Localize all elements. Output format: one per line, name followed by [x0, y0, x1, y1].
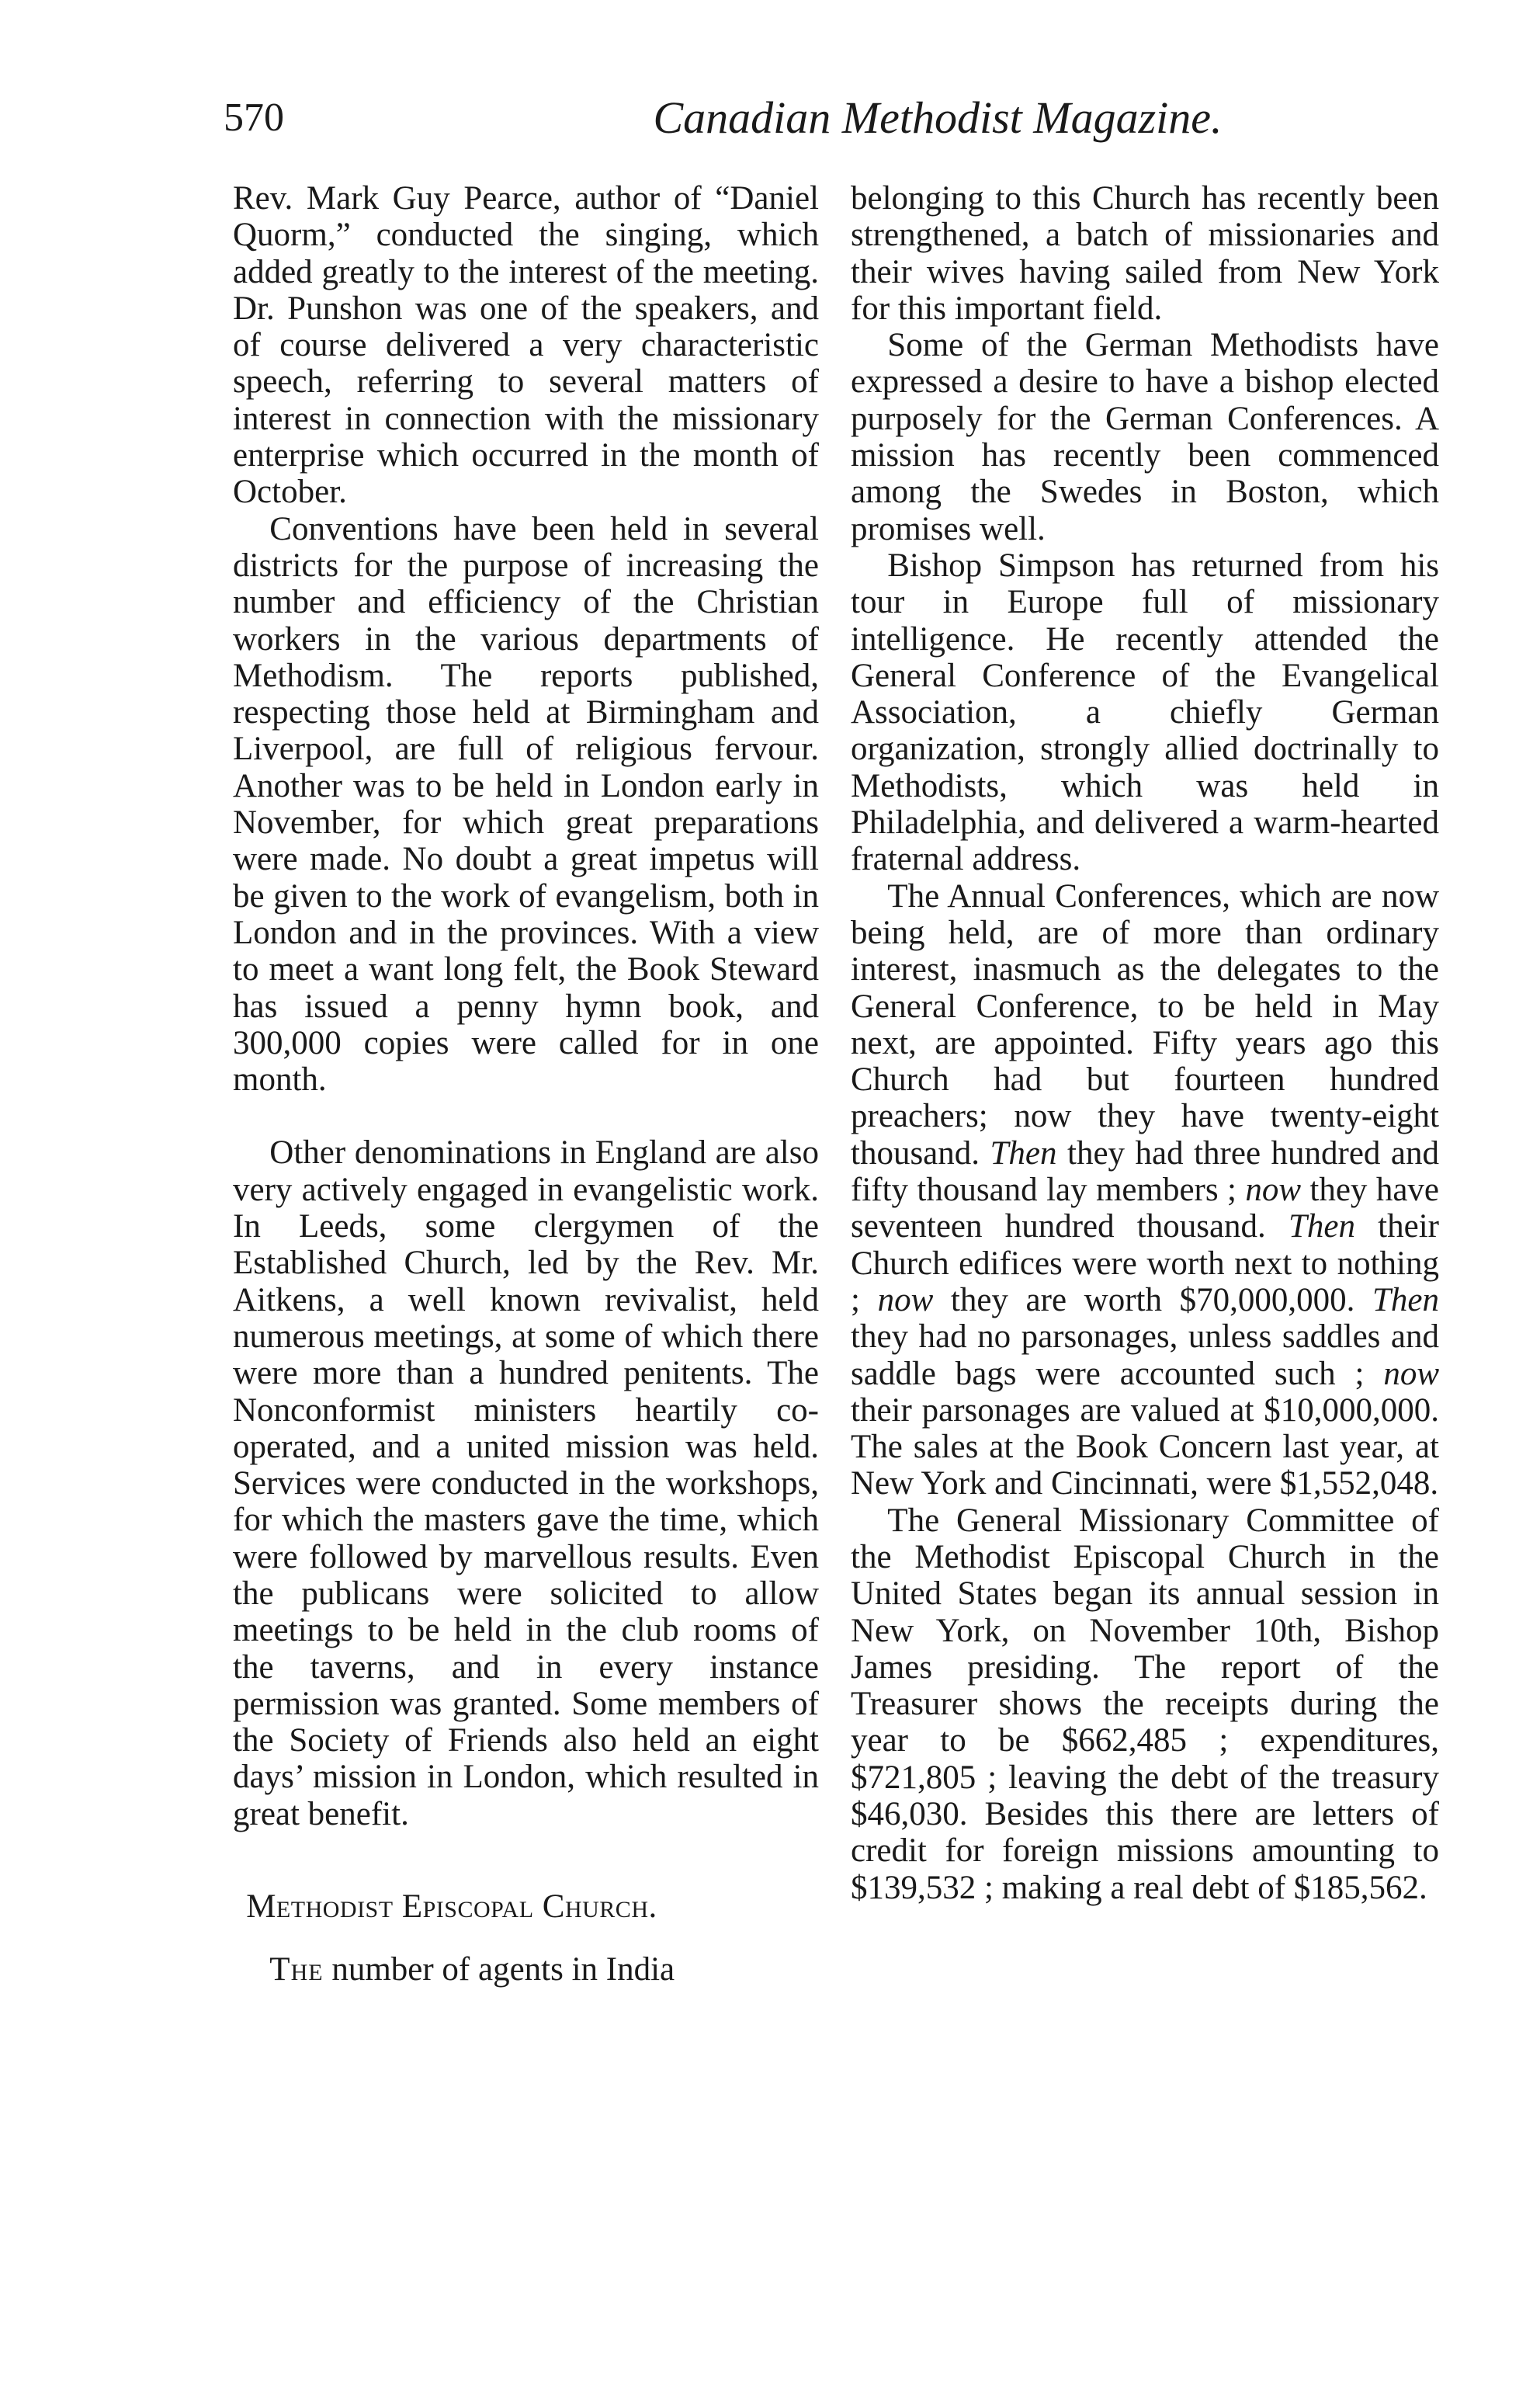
paragraph-conventions: Conventions have been held in several districts for the purpose of increasing the number and efficiency of the Christian workers in the various departments of Methodism. The reports published, respecting those held at Birmingham and Liverpool, are full of religious fervour. Another was to be held in London early in November, for which great preparations were made. No doubt a great impetus will be given to the work of evangelism, both in London and in the provinces. With a view to meet a want long felt, the Book Steward has issued a penny hymn book, and 300,000 copies were called for in one month.: [233, 510, 819, 1099]
emphasis-then: Then: [990, 1134, 1057, 1172]
left-column: [233, 180, 819, 1988]
text-span: they have seventeen hundred thousand.: [851, 1172, 1439, 1245]
section-heading-methodist-episcopal: Methodist Episcopal Church.: [246, 1888, 657, 1926]
text-span: their parsonages are valued at $10,000,000. The sales at the Book Concern last year, at New York and Cincinnati, were $1,552,048.: [851, 1391, 1439, 1502]
paragraph-german-methodists: Some of the German Methodists have expressed a desire to have a bishop elected purposely for the German Conferences. A mission has recently been commenced among the Swedes in Boston, which promises well.: [851, 327, 1439, 547]
emphasis-now: now: [1383, 1355, 1439, 1392]
paragraph-india-continued: belonging to this Church has recently been strengthened, a batch of missionaries and their wives having sailed from New York for this important field.: [851, 180, 1439, 327]
paragraph-annual-conferences: [851, 878, 1439, 1502]
text-span: they are worth $70,000,000.: [933, 1281, 1372, 1318]
paragraph-agents-india: [233, 1951, 819, 1988]
text-span: they had three hundred and fifty thousand lay members ;: [851, 1134, 1439, 1209]
paragraph-missionary-committee: The General Missionary Committee of the Methodist Episcopal Church in the United States began its annual session in New York, on November 10th, Bishop James presiding. The report of the Treasurer shows the receipts during the year to be $662,485 ; expenditures, $721,805 ; leaving the debt of the treasury $46,030. Besides this there are letters of credit for foreign missions amounting to $139,532 ; making a real debt of $185,562.: [851, 1502, 1439, 1906]
lead-word: The: [269, 1951, 324, 1988]
emphasis-then: Then: [1289, 1208, 1355, 1245]
paragraph-punshon-meeting: Rev. Mark Guy Pearce, author of “Daniel Quorm,” conducted the singing, which added greatly to the interest of the meeting. Dr. Punshon was one of the speakers, and of course delivered a very characteristic speech, referring to several matters of interest in connection with the missionary enterprise which occurred in the month of October.: [233, 180, 819, 511]
emphasis-then: Then: [1372, 1281, 1439, 1318]
emphasis-now: now: [877, 1281, 934, 1318]
paragraph-agents-india-text: number of agents in India: [323, 1951, 675, 1988]
emphasis-now: now: [1245, 1172, 1302, 1209]
right-column: [851, 180, 1439, 1906]
page-number: 570: [224, 96, 284, 140]
page-header: [224, 87, 1434, 157]
paragraph-bishop-simpson: Bishop Simpson has returned from his tour in Europe full of missionary intelligence. He recently attended the General Conference of the Evangelical Association, a chiefly German organization, strongly allied doctrinally to Methodists, which was held in Philadelphia, and delivered a warm-hearted fraternal address.: [851, 547, 1439, 878]
text-span: their Church edifices were worth next to nothing ;: [851, 1208, 1439, 1318]
text-span: The Annual Conferences, which are now being held, are of more than ordinary interest, inasmuch as the delegates to the General Conference, to be held in May next, are appointed. Fifty years ago this Church had but fourteen hundred preachers; now they have twenty-eight thousand.: [851, 877, 1439, 1172]
text-span: they had no parsonages, unless saddles and saddle bags were accounted such ;: [851, 1318, 1439, 1392]
running-title: Canadian Methodist Magazine.: [653, 92, 1223, 143]
paragraph-other-denominations: Other denominations in England are also very actively engaged in evangelistic work. In Leeds, some clergymen of the Established Church, led by the Rev. Mr. Aitkens, a well known revivalist, held numerous meetings, at some of which there were more than a hundred penitents. The Nonconformist ministers heartily co-operated, and a united mission was held. Services were conducted in the workshops, for which the masters gave the time, which were followed by marvellous results. Even the publicans were solicited to allow meetings to be held in the club rooms of the taverns, and in every instance permission was granted. Some members of the Society of Friends also held an eight days’ mission in London, which resulted in great benefit.: [233, 1134, 819, 1832]
